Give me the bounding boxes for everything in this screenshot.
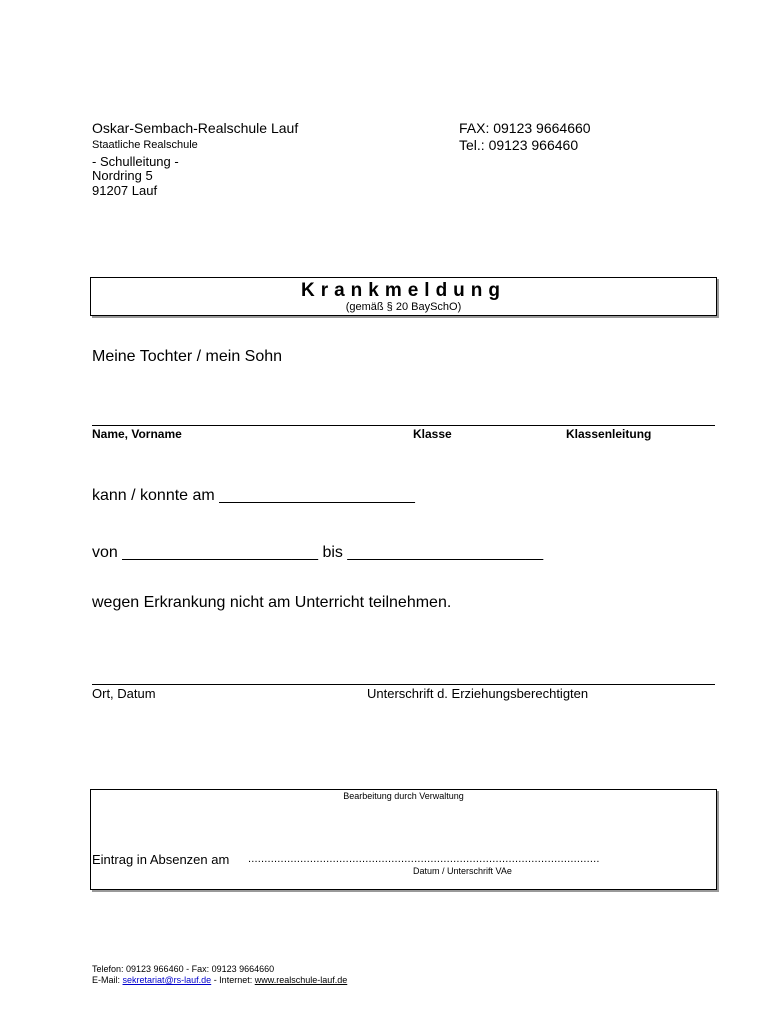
school-name: Oskar-Sembach-Realschule Lauf xyxy=(92,120,299,136)
admin-heading: Bearbeitung durch Verwaltung xyxy=(343,791,464,801)
footer-phone-fax: Telefon: 09123 966460 - Fax: 09123 9664660 xyxy=(92,964,275,974)
fax-number: FAX: 09123 9664660 xyxy=(459,120,591,136)
label-guardian-signature: Unterschrift d. Erziehungsberechtigten xyxy=(367,686,589,701)
footer-email-label: E-Mail: xyxy=(92,975,123,985)
line-von-bis: von ______________________ bis ______________________ xyxy=(92,544,544,561)
line-kann: kann / konnte am ______________________ xyxy=(92,487,415,504)
city: 91207 Lauf xyxy=(92,183,158,198)
footer-email-link[interactable]: sekretariat@rs-lauf.de xyxy=(122,975,212,985)
street: Nordring 5 xyxy=(92,168,153,183)
signature-line xyxy=(92,684,715,685)
intro-text: Meine Tochter / mein Sohn xyxy=(92,348,283,365)
label-class: Klasse xyxy=(413,427,452,441)
department: - Schulleitung - xyxy=(92,154,179,169)
tel-number: Tel.: 09123 966460 xyxy=(459,137,579,153)
label-name: Name, Vorname xyxy=(92,427,182,441)
absence-entry-label: Eintrag in Absenzen am xyxy=(92,852,230,867)
footer-web-link[interactable]: www.realschule-lauf.de xyxy=(254,975,348,985)
label-class-lead: Klassenleitung xyxy=(566,427,652,441)
label-place-date: Ort, Datum xyxy=(92,686,156,701)
footer-contact xyxy=(92,975,347,985)
school-type: Staatliche Realschule xyxy=(92,139,198,151)
footer-separator: - Internet: xyxy=(211,975,255,985)
absence-entry-dots: ............................................................................................................ xyxy=(248,853,600,865)
absence-entry-caption: Datum / Unterschrift VAe xyxy=(413,866,512,876)
document-subtitle: (gemäß § 20 BaySchO) xyxy=(345,301,462,313)
admin-box xyxy=(90,789,717,890)
name-line xyxy=(92,425,715,426)
document-title: Krankmeldung xyxy=(300,280,507,301)
line-wegen: wegen Erkrankung nicht am Unterricht teilnehmen. xyxy=(92,594,452,611)
title-box xyxy=(90,277,717,316)
